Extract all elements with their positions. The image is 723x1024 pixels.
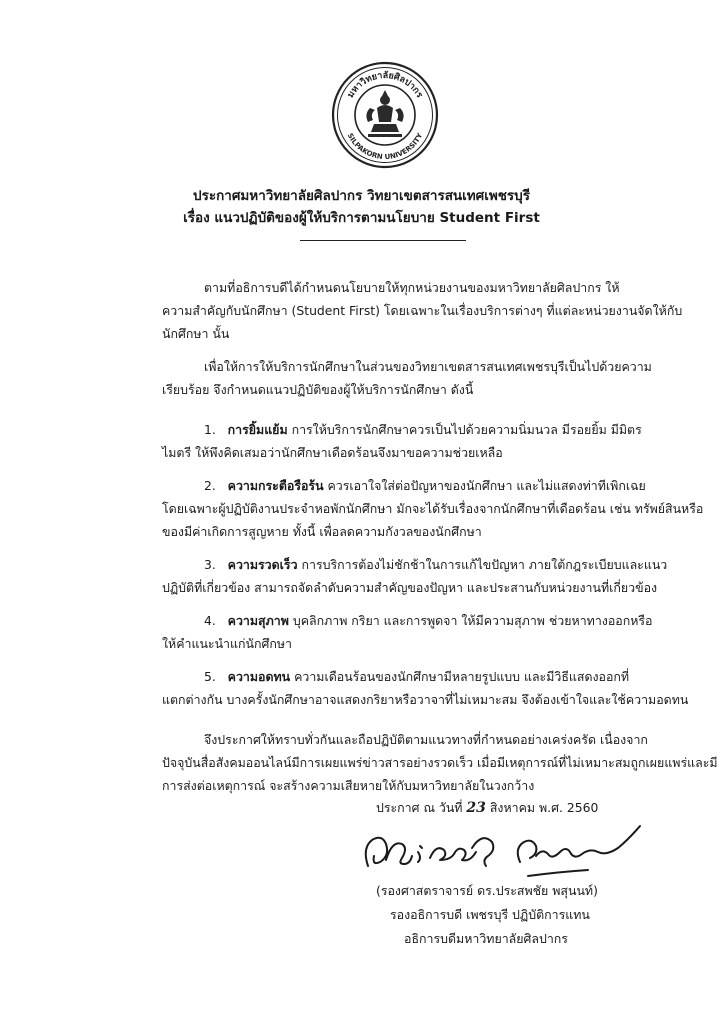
- date-day: 23: [466, 800, 486, 816]
- signatory-on-behalf: อธิการบดีมหาวิทยาลัยศิลปากร: [404, 931, 568, 946]
- university-seal-icon: [330, 60, 440, 170]
- list-item-number: 4.: [204, 613, 216, 628]
- seal-ring-text-top: มหาวิทยาลัยศิลปากร: [345, 70, 425, 100]
- intro-line-2: ความสำคัญกับนักศึกษา (Student First) โดยเฉพาะในเรื่องบริการต่างๆ ที่แต่ละหน่วยงานจัดให้กับ: [162, 303, 683, 318]
- list-item-5: [204, 665, 629, 688]
- header-divider: [300, 240, 466, 241]
- list-item-1: [204, 418, 642, 441]
- closing-line-3: การส่งต่อเหตุการณ์ จะสร้างความเสียหายให้กับมหาวิทยาลัยในวงกว้าง: [162, 778, 535, 793]
- intro-line-1: ตามที่อธิการบดีได้กำหนดนโยบายให้ทุกหน่วยงานของมหาวิทยาลัยศิลปากร ให้: [204, 280, 620, 295]
- seal-ring-text-bottom: SILPAKORN UNIVERSITY: [345, 131, 425, 162]
- intro-line-3: นักศึกษา นั้น: [162, 326, 230, 341]
- signature-icon: [360, 818, 650, 880]
- list-item-text: ควรเอาใจใส่ต่อปัญหาของนักศึกษา และไม่แสดงท่าทีเพิกเฉย: [323, 478, 646, 493]
- list-item-text: การให้บริการนักศึกษาควรเป็นไปด้วยความนิ่มนวล มีรอยยิ้ม มีมิตร: [287, 422, 642, 437]
- list-item-2-line-2: โดยเฉพาะผู้ปฏิบัติงานประจำหอพักนักศึกษา มักจะได้รับเรื่องจากนักศึกษาที่เดือดร้อน เช่น ทรัพย์สินหรือ: [162, 501, 704, 516]
- date-suffix: สิงหาคม พ.ศ. 2560: [489, 800, 599, 815]
- date-prefix: ประกาศ ณ วันที่: [376, 800, 463, 815]
- list-item-text: การบริการต้องไม่ชักช้าในการแก้ไขปัญหา ภายใต้กฎระเบียบและแนว: [297, 557, 668, 572]
- list-item-text: บุคลิกภาพ กริยา และการพูดจา ให้มีความสุภาพ ช่วยหาทางออกหรือ: [288, 613, 653, 628]
- list-item-heading: การยิ้มแย้ม: [227, 422, 288, 437]
- purpose-line-2: เรียบร้อย จึงกำหนดแนวปฏิบัติของผู้ให้บริการนักศึกษา ดังนี้: [162, 382, 474, 397]
- signatory-position: รองอธิการบดี เพชรบุรี ปฏิบัติการแทน: [390, 907, 590, 922]
- list-item-number: 3.: [204, 557, 216, 572]
- purpose-line-1: เพื่อให้การให้บริการนักศึกษาในส่วนของวิทยาเขตสารสนเทศเพชรบุรีเป็นไปด้วยความ: [204, 359, 652, 374]
- list-item-5-line-2: แตกต่างกัน บางครั้งนักศึกษาอาจแสดงกริยาหรือวาจาที่ไม่เหมาะสม จึงต้องเข้าใจและใช้ความอดทน: [162, 692, 689, 707]
- list-item-1-line-2: ไมตรี ให้พึงคิดเสมอว่านักศึกษาเดือดร้อนจึงมาขอความช่วยเหลือ: [162, 445, 503, 460]
- list-item-heading: ความรวดเร็ว: [227, 557, 298, 572]
- list-item-3-line-2: ปฏิบัติที่เกี่ยวข้อง สามารถจัดลำดับความสำคัญของปัญหา และประสานกับหน่วยงานที่เกี่ยวข้อง: [162, 580, 658, 595]
- list-item-4-line-2: ให้คำแนะนำแก่นักศึกษา: [162, 636, 292, 651]
- list-item-text: ความเดือนร้อนของนักศึกษามีหลายรูปแบบ และมีวิธีแสดงออกที่: [290, 669, 630, 684]
- list-item-heading: ความกระตือรือร้น: [227, 478, 324, 493]
- announcement-subject: เรื่อง แนวปฏิบัติของผู้ให้บริการตามนโยบาย Student First: [183, 210, 540, 226]
- list-item-heading: ความสุภาพ: [227, 613, 289, 628]
- list-item-heading: ความอดทน: [227, 669, 291, 684]
- closing-line-2: ปัจจุบันสื่อสังคมออนไลน์มีการเผยแพร่ข่าวสารอย่างรวดเร็ว เมื่อมีเหตุการณ์ที่ไม่เหมาะสมถูกเผยแพร่และมี: [162, 755, 718, 770]
- signatory-name: (รองศาสตราจารย์ ดร.ประสพชัย พสุนนท์): [376, 883, 598, 898]
- list-item-number: 5.: [204, 669, 216, 684]
- list-item-2: [204, 474, 646, 497]
- closing-line-1: จึงประกาศให้ทราบทั่วกันและถือปฏิบัติตามแนวทางที่กำหนดอย่างเคร่งครัด เนื่องจาก: [204, 732, 648, 747]
- list-item-number: 1.: [204, 422, 216, 437]
- announcement-title: ประกาศมหาวิทยาลัยศิลปากร วิทยาเขตสารสนเทศเพชรบุรี: [193, 188, 530, 204]
- list-item-3: [204, 553, 667, 576]
- list-item-number: 2.: [204, 478, 216, 493]
- announcement-date: [376, 796, 598, 820]
- list-item-4: [204, 609, 652, 632]
- list-item-2-line-3: ของมีค่าเกิดการสูญหาย ทั้งนี้ เพื่อลดความกังวลของนักศึกษา: [162, 524, 482, 539]
